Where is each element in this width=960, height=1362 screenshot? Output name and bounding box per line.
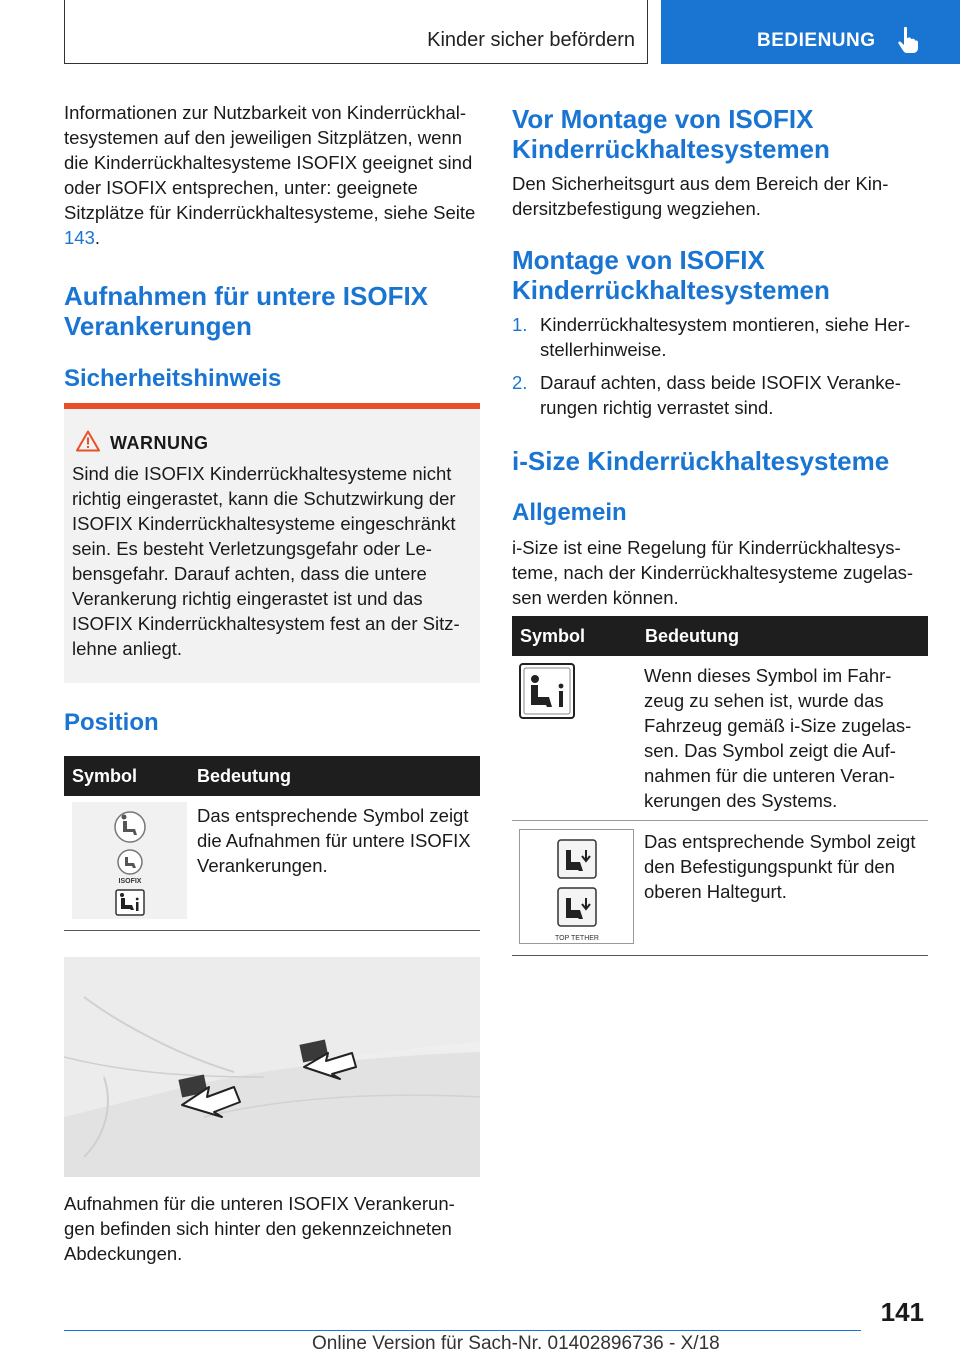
step-number: 2. [512,372,528,393]
step-text: Darauf achten, dass beide ISOFIX Veranke-rungen richtig verrastet sind. [540,372,901,418]
warning-box [64,409,480,683]
list-item [512,312,928,362]
mounting-heading: Montage von ISOFIX Kinderrückhaltesystemen [512,245,830,305]
safety-heading: Sicherheitshinweis [64,365,282,392]
chapter-title: Kinder sicher befördern [427,29,635,51]
isize-table-header [512,616,928,656]
page-number: 141 [880,1297,924,1327]
before-mounting-text: Den Sicherheitsgurt aus dem Bereich der Kin-dersitzbefestigung wegziehen. [512,173,889,219]
isofix-symbol-cell [72,802,187,919]
col-symbol: Symbol [72,766,138,786]
position-heading: Position [64,709,159,736]
footer-rule [64,1330,861,1331]
hand-pointer-icon [897,26,919,54]
isize-heading: i-Size Kinderrückhaltesysteme [512,446,890,476]
top-tether-symbol-cell [519,829,634,944]
mounting-steps [512,306,928,420]
photo-caption: Aufnahmen für die unteren ISOFIX Verankerun-gen befinden sich hinter den gekennzeichneten Abdeckungen. [64,1193,455,1264]
page-link[interactable]: 143 [64,227,95,248]
general-heading: Allgemein [512,499,627,526]
position-row-text: Das entsprechende Symbol zeigt die Aufnahmen für untere ISOFIX Verankerungen. [197,805,471,876]
table-bottom-rule [512,955,928,956]
isofix-heading: Aufnahmen für untere ISOFIX Verankerungen [64,281,429,341]
isize-row2-text: Das entsprechende Symbol zeigt den Befestigungspunkt für den oberen Haltegurt. [644,831,916,902]
list-item [512,370,928,420]
col-meaning: Bedeutung [197,766,291,786]
col-symbol: Symbol [520,626,586,646]
rear-seat-photo [64,957,480,1177]
step-text: Kinderrückhaltesystem montieren, siehe Her-stellerhinweise. [540,314,911,360]
header-chapter-box [64,0,648,64]
col-meaning: Bedeutung [645,626,739,646]
warning-title: WARNUNG [110,433,209,453]
row-divider [512,820,928,821]
warning-text: Sind die ISOFIX Kinderrückhaltesysteme nicht richtig eingerastet, kann die Schutzwirkung der ISOFIX Kinderrückhaltesysteme eingeschränkt sein. Es besteht Verletzungsgefahr oder Le-bensgefahr. Darauf achten, dass die untere Verankerung richtig eingerastet ist und das ISOFIX Kinderrückhaltesystem fest an der Sitz-lehne anliegt. [72,463,460,659]
position-table-header [64,756,480,796]
before-mounting-heading: Vor Montage von ISOFIX Kinderrückhaltesystemen [512,104,830,164]
tether-label: TOP TETHER [555,935,599,942]
step-number: 1. [512,314,528,335]
top-tether-icon [520,830,635,945]
seat-illustration [64,957,480,1177]
warning-triangle-icon [76,430,100,452]
intro-end: . [94,227,101,248]
isofix-child-seat-icon [72,802,187,919]
footer-version-text: Online Version für Sach-Nr. 01402896736 - X/18 [312,1333,720,1354]
isize-text: i-Size ist eine Regelung für Kinderrückhaltesys-teme, nach der Kinderrückhaltesysteme zugelas-sen werden können. [512,537,914,608]
intro-text: Informationen zur Nutzbarkeit von Kinderrückhal-tesystemen auf den jeweiligen Sitzplätzen, wenn die Kinderrückhaltesysteme ISOFIX geeignet sind oder ISOFIX entsprechen, unter: geeignete Sitzplätze für Kinderrückhaltesysteme, siehe Seite [64,102,476,223]
intro-paragraph [64,100,480,250]
section-title: BEDIENUNG [757,30,876,51]
table-bottom-rule [64,930,480,931]
isize-row1-text: Wenn dieses Symbol im Fahr-zeug zu sehen ist, wurde das Fahrzeug gemäß i-Size zugelas-sen. Das Symbol zeigt die Auf-nahmen für die unteren Veran-kerungen des Systems. [644,665,912,811]
isofix-label: ISOFIX [118,878,142,885]
header-section-box[interactable] [661,0,960,64]
isize-child-seat-icon [519,663,575,719]
